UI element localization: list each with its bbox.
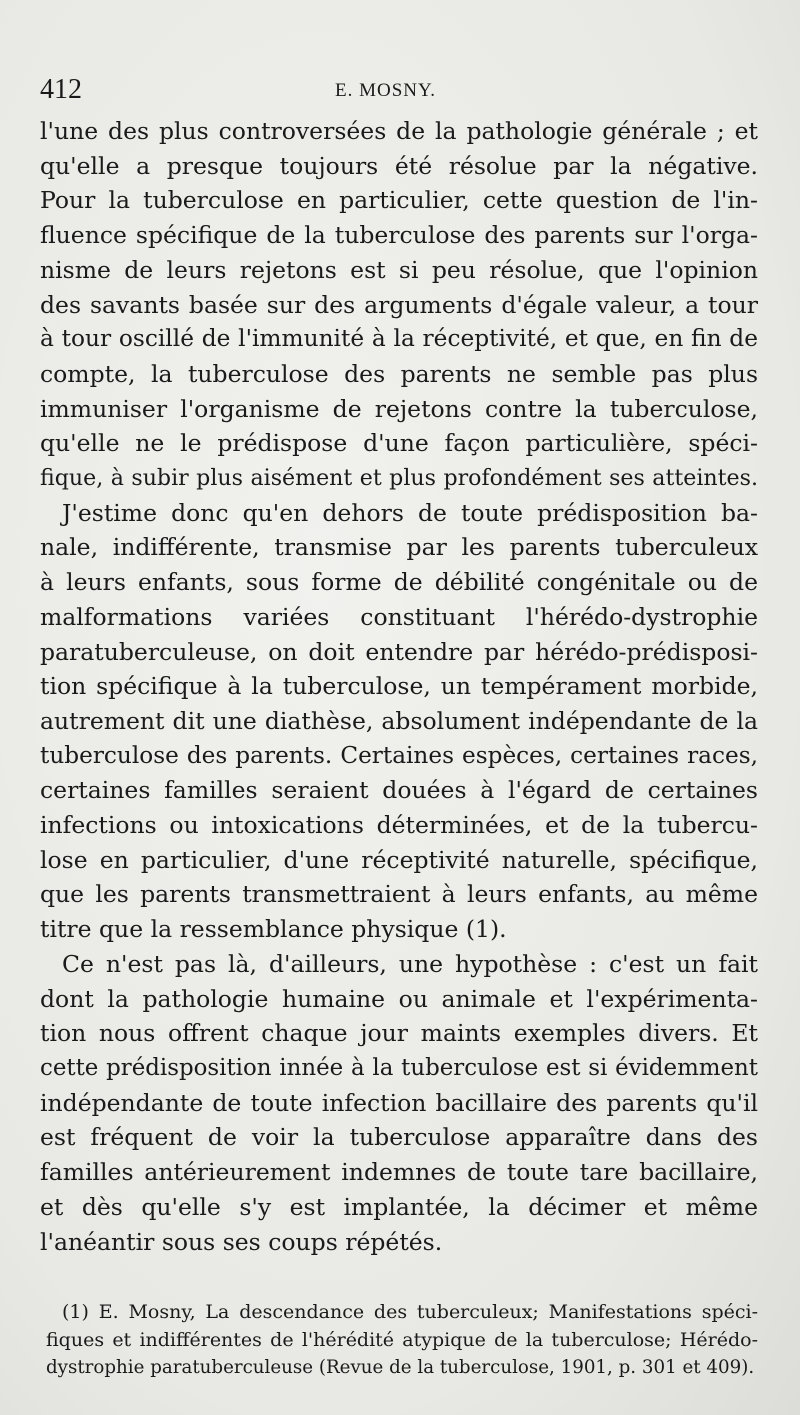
text-line: malformations variées constituant l'hérédo-dystrophie [40,602,758,631]
text-line: qu'elle ne le prédispose d'une façon particulière, spéci- [40,429,758,458]
text-line: nisme de leurs rejetons est si peu résolue, que l'opinion [40,255,758,284]
footnote-line: dystrophie paratuberculeuse (Revue de la tuberculose, 1901, p. 301 et 409). [46,1357,755,1378]
running-head: E. MOSNY. [335,80,437,101]
text-line: autrement dit une diathèse, absolument indépendante de la [40,706,758,735]
text-line: et dès qu'elle s'y est implantée, la décimer et même [40,1192,758,1221]
text-line: compte, la tuberculose des parents ne semble pas plus [40,359,758,388]
text-line: infections ou intoxications déterminées, et de la tubercu- [40,811,758,840]
text-line: cette prédisposition innée à la tuberculose est si évidemment [40,1054,758,1081]
text-line: des savants basée sur des arguments d'égale valeur, a tour [40,290,758,319]
text-line: qu'elle a presque toujours été résolue par la négative. [40,151,758,180]
paragraph-2 [40,496,758,947]
text-line: que les parents transmettraient à leurs enfants, au même [40,880,758,909]
text-line: J'estime donc qu'en dehors de toute prédisposition ba- [62,498,758,527]
text-line: à tour oscillé de l'immunité à la réceptivité, et que, en fin de [40,325,758,353]
text-line: lose en particulier, d'une réceptivité naturelle, spécifique, [40,845,758,874]
text-line: certaines familles seraient douées à l'égard de certaines [40,776,758,805]
text-line: immuniser l'organisme de rejetons contre la tuberculose, [40,394,758,423]
paragraph-1 [40,114,758,496]
text-line: paratuberculeuse, on doit entendre par hérédo-prédisposi- [40,637,758,666]
text-line: familles antérieurement indemnes de toute tare bacillaire, [40,1158,758,1187]
page-number: 412 [40,74,82,105]
text-line: tion spécifique à la tuberculose, un tempérament morbide, [40,672,758,701]
text-line: Pour la tuberculose en particulier, cette question de l'in- [40,186,758,215]
text-line: Ce n'est pas là, d'ailleurs, une hypothèse : c'est un fait [62,949,758,978]
body-text [40,114,758,1259]
text-line: nale, indifférente, transmise par les parents tuberculeux [40,533,758,562]
text-line: l'une des plus controversées de la pathologie générale ; et [40,117,758,145]
text-line: dont la pathologie humaine ou animale et l'expérimenta- [40,984,758,1013]
footnote [46,1298,758,1382]
paragraph-3 [40,947,758,1259]
text-line: fique, à subir plus aisément et plus profondément ses atteintes. [40,465,758,492]
text-line: fluence spécifique de la tuberculose des parents sur l'orga- [40,221,758,250]
text-line: est fréquent de voir la tuberculose apparaître dans des [40,1123,758,1152]
text-line: tuberculose des parents. Certaines espèces, certaines races, [40,741,758,769]
footnote-line: fiques et indifférentes de l'hérédité atypique de la tuberculose; Hérédo- [46,1329,758,1351]
text-line: indépendante de toute infection bacillaire des parents qu'il [40,1088,758,1117]
text-line: à leurs enfants, sous forme de débilité congénitale ou de [40,568,758,597]
text-line: tion nous offrent chaque jour maints exemples divers. Et [40,1019,758,1048]
text-line: titre que la ressemblance physique (1). [40,915,507,944]
text-line: l'anéantir sous ses coups répétés. [40,1227,443,1256]
footnote-line: (1) E. Mosny, La descendance des tuberculeux; Manifestations spéci- [62,1301,758,1323]
page-header [40,74,760,110]
